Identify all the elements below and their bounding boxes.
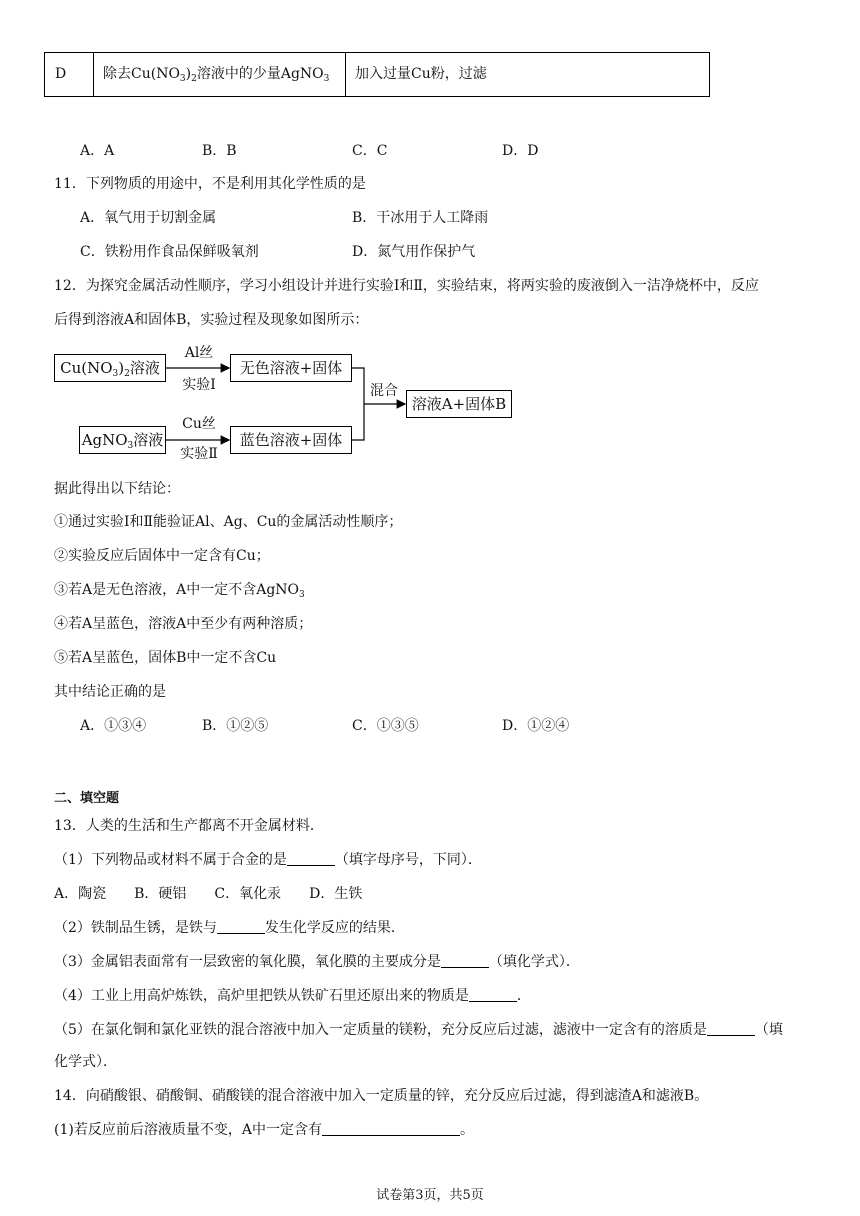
q13-part1: （1）下列物品或材料不属于合金的是 （填字母序号，下同）． [54, 852, 482, 868]
q12-conclusion-intro: 据此得出以下结论： [54, 481, 180, 497]
answer-blank[interactable] [322, 1121, 460, 1136]
answer-blank[interactable] [217, 919, 265, 934]
q10-option-d: D．D [502, 143, 539, 159]
diagram-arrows [0, 0, 860, 500]
q13-stem: 13．人类的生活和生产都离不开金属材料． [54, 818, 324, 834]
diagram-box-colorless: 无色溶液+固体 [230, 354, 352, 382]
q13-part1-options: A．陶瓷 B．硬铝 C．氧化汞 D．生铁 [54, 886, 363, 902]
q13-part2: （2）铁制品生锈，是铁与 发生化学反应的结果． [54, 920, 405, 936]
q13-part4: （4）工业上用高炉炼铁，高炉里把铁从铁矿石里还原出来的物质是 ． [54, 988, 531, 1004]
q10-option-c: C．C [352, 143, 388, 159]
table-cell-method: 加入过量Cu粉，过滤 [355, 66, 487, 82]
q11-option-b: B．干冰用于人工降雨 [352, 210, 489, 226]
diagram-arrow1-bottom-label: 实验Ⅰ [182, 377, 216, 393]
diagram-box-result: 溶液A+固体B [406, 390, 512, 418]
diagram-arrow2-bottom-label: 实验Ⅱ [180, 446, 218, 462]
q14-stem: 14．向硝酸银、硝酸铜、硝酸镁的混合溶液中加入一定质量的锌，充分反应后过滤，得到滤渣A和滤液B。 [54, 1088, 709, 1104]
answer-blank[interactable] [469, 987, 517, 1002]
q10-option-b: B．B [202, 143, 237, 159]
diagram-box-blue: 蓝色溶液+固体 [230, 426, 352, 454]
diagram-arrow1-top-label: Al丝 [184, 345, 214, 361]
diagram-arrow2-top-label: Cu丝 [182, 416, 216, 432]
q12-option-b: B．①②⑤ [202, 718, 269, 734]
table-cell-purpose: 除去$Cu(NO_3)_2$溶液中的少量AgNO$_3$ [103, 66, 330, 84]
q13-part3: （3）金属铝表面常有一层致密的氧化膜，氧化膜的主要成分是 （填化学式）． [54, 954, 580, 970]
q12-option-d: D．①②④ [502, 718, 570, 734]
q14-part1: (1)若反应前后溶液质量不变，A中一定含有 。 [54, 1122, 474, 1138]
diagram-box-cu-nitrate: $Cu(NO_3)_2$溶液 [54, 354, 166, 382]
answer-blank[interactable] [287, 851, 335, 866]
q13-part5: （5）在氯化铜和氯化亚铁的混合溶液中加入一定质量的镁粉，充分反应后过滤，滤液中一定含有的溶质是 （填 [54, 1022, 783, 1038]
q12-conclusion-2: ②实验反应后固体中一定含有Cu； [54, 548, 270, 564]
page-footer: 试卷第3页，共5页 [376, 1188, 484, 1203]
answer-blank[interactable] [441, 953, 489, 968]
q12-conclusion-4: ④若A呈蓝色，溶液A中至少有两种溶质； [54, 616, 313, 632]
table-cell-label: D [55, 66, 67, 82]
q11-option-a: A．氧气用于切割金属 [80, 210, 217, 226]
section-title-fill-blank: 二、填空题 [54, 791, 120, 806]
q12-conclusion-1: ①通过实验Ⅰ和Ⅱ能验证Al、Ag、Cu的金属活动性顺序； [54, 514, 403, 530]
q12-stem-line1: 12．为探究金属活动性顺序，学习小组设计并进行实验Ⅰ和Ⅱ，实验结束，将两实验的废液倒入一洁净烧杯中，反应 [54, 278, 759, 294]
q13-part5-line2: 化学式）． [54, 1054, 117, 1070]
diagram-mix-label: 混合 [370, 383, 398, 399]
q12-option-c: C．①③⑤ [352, 718, 419, 734]
answer-blank[interactable] [707, 1021, 755, 1036]
q12-stem-line2: 后得到溶液A和固体B，实验过程及现象如图所示： [54, 312, 369, 328]
q10-option-a: A．A [80, 143, 115, 159]
q12-ask: 其中结论正确的是 [54, 684, 166, 700]
q12-option-a: A．①③④ [80, 718, 147, 734]
q12-conclusion-5: ⑤若A呈蓝色，固体B中一定不含Cu [54, 650, 277, 666]
q12-conclusion-3: ③若A是无色溶液，A中一定不含AgNO$_3$ [54, 582, 305, 600]
q11-option-d: D．氮气用作保护气 [352, 244, 476, 260]
diagram-box-ag-nitrate: AgNO$_3$溶液 [79, 426, 166, 454]
q11-option-c: C．铁粉用作食品保鲜吸氧剂 [80, 244, 259, 260]
q11-stem: 11．下列物质的用途中，不是利用其化学性质的是 [54, 176, 366, 192]
